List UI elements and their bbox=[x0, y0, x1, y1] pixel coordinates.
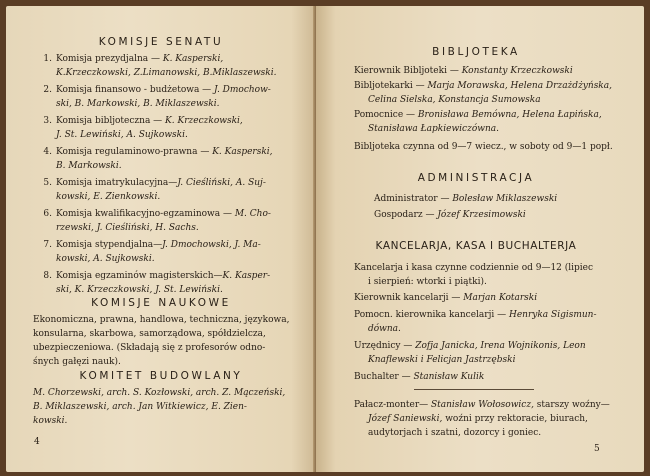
building-committee-heading: KOMITET BUDOWLANY bbox=[79, 370, 243, 382]
administration-heading: ADMINISTRACJA bbox=[417, 172, 535, 184]
right-page: BIBLJOTEKA Kierownik Bibljoteki — Konstanty Krzeczkowski Bibljotekarki — Marja Morawska, Helena Drzażdżyńska, Celina Sielska, Konstancja Sumowska Pomocnice — Bronisława Bemówna, Helena Łapińska, Stanisława Łapkiewiczówna. Bibljoteka czynna od 9—7 wiecz., w soboty od 9—1 popł. ADMINISTRACJA Administrator — Bolesław Miklaszewski Gospodarz — Józef Krzesimowski KANCELARJA, KASA I BUCHALTERJA Kancelarja i kasa czynne codziennie od 9—12 (lipiec i sierpień: wtorki i piątki). Kierownik kancelarji — Marjan Kotarski Pomocn. kierownika kancelarji — Henryka Sigismun- dówna. Urzędnicy — Zofja Janicka, Irena Wojnikonis, Leon Knaflewski i Felicjan Jastrzębski Buchalter — Stanisław Kulik Pałacz-monter— Stanisław Wołosowicz, starszy woźny— Józef Saniewski, woźni przy rektoracie, biurach, audytorjach i szatni, dozorcy i goniec. 5 bbox=[316, 6, 644, 472]
library-heading: BIBLJOTEKA bbox=[432, 46, 520, 58]
page-number-left: 4 bbox=[34, 437, 40, 447]
library-hours: Bibljoteka czynna od 9—7 wiecz., w soboty od 9—1 popł. bbox=[354, 142, 613, 152]
page-number-right: 5 bbox=[594, 444, 600, 454]
divider bbox=[414, 389, 534, 390]
left-page: KOMISJE SENATU 1. Komisja prezydjalna — K. Kasperski, K.Krzeczkowski, Z.Limanowski, B.Miklaszewski. 2. Komisja finansowo - budżetowa — J. Dmochow- ski, B. Markowski, B. Miklaszewski. 3. Komisja bibljoteczna — K. Krzeczkowski, J. St. Lewiński, A. Sujkowski. 4. Komisja regulaminowo-prawna — K. Kasperski, B. Markowski. 5. Komisja imatrykulacyjna—J. Cieśliński, A. Suj- kowski, E. Zienkowski. 6. Komisja kwalifikacyjno-egzaminowa — M. Cho- rzewski, J. Cieśliński, H. Sachs. 7. Komisja stypendjalna—J. Dmochowski, J. Ma- kowski, A. Sujkowski. 8. Komisja egzaminów magisterskich—K. Kasper- ski, K. Krzeczkowski, J. St. Lewiński. KOMISJE NAUKOWE Ekonomiczna, prawna, handlowa, techniczna, językowa, konsularna, skarbowa, samorządowa, spółdzielcza, ubezpieczeniowa. (Składają się z profesorów odno- śnych gałęzi nauk). KOMITET BUDOWLANY M. Chorzewski, arch. S. Kozłowski, arch. Z. Mączeński, B. Miklaszewski, arch. Jan Witkiewicz, E. Zien- kowski. 4 bbox=[6, 6, 316, 472]
scientific-committees-heading: KOMISJE NAUKOWE bbox=[91, 297, 231, 309]
office-hours: Kancelarja i kasa czynne codziennie od 9—12 (lipiec bbox=[354, 263, 594, 273]
senate-committees-heading: KOMISJE SENATU bbox=[98, 36, 224, 48]
office-heading: KANCELARJA, KASA I BUCHALTERJA bbox=[375, 240, 577, 252]
